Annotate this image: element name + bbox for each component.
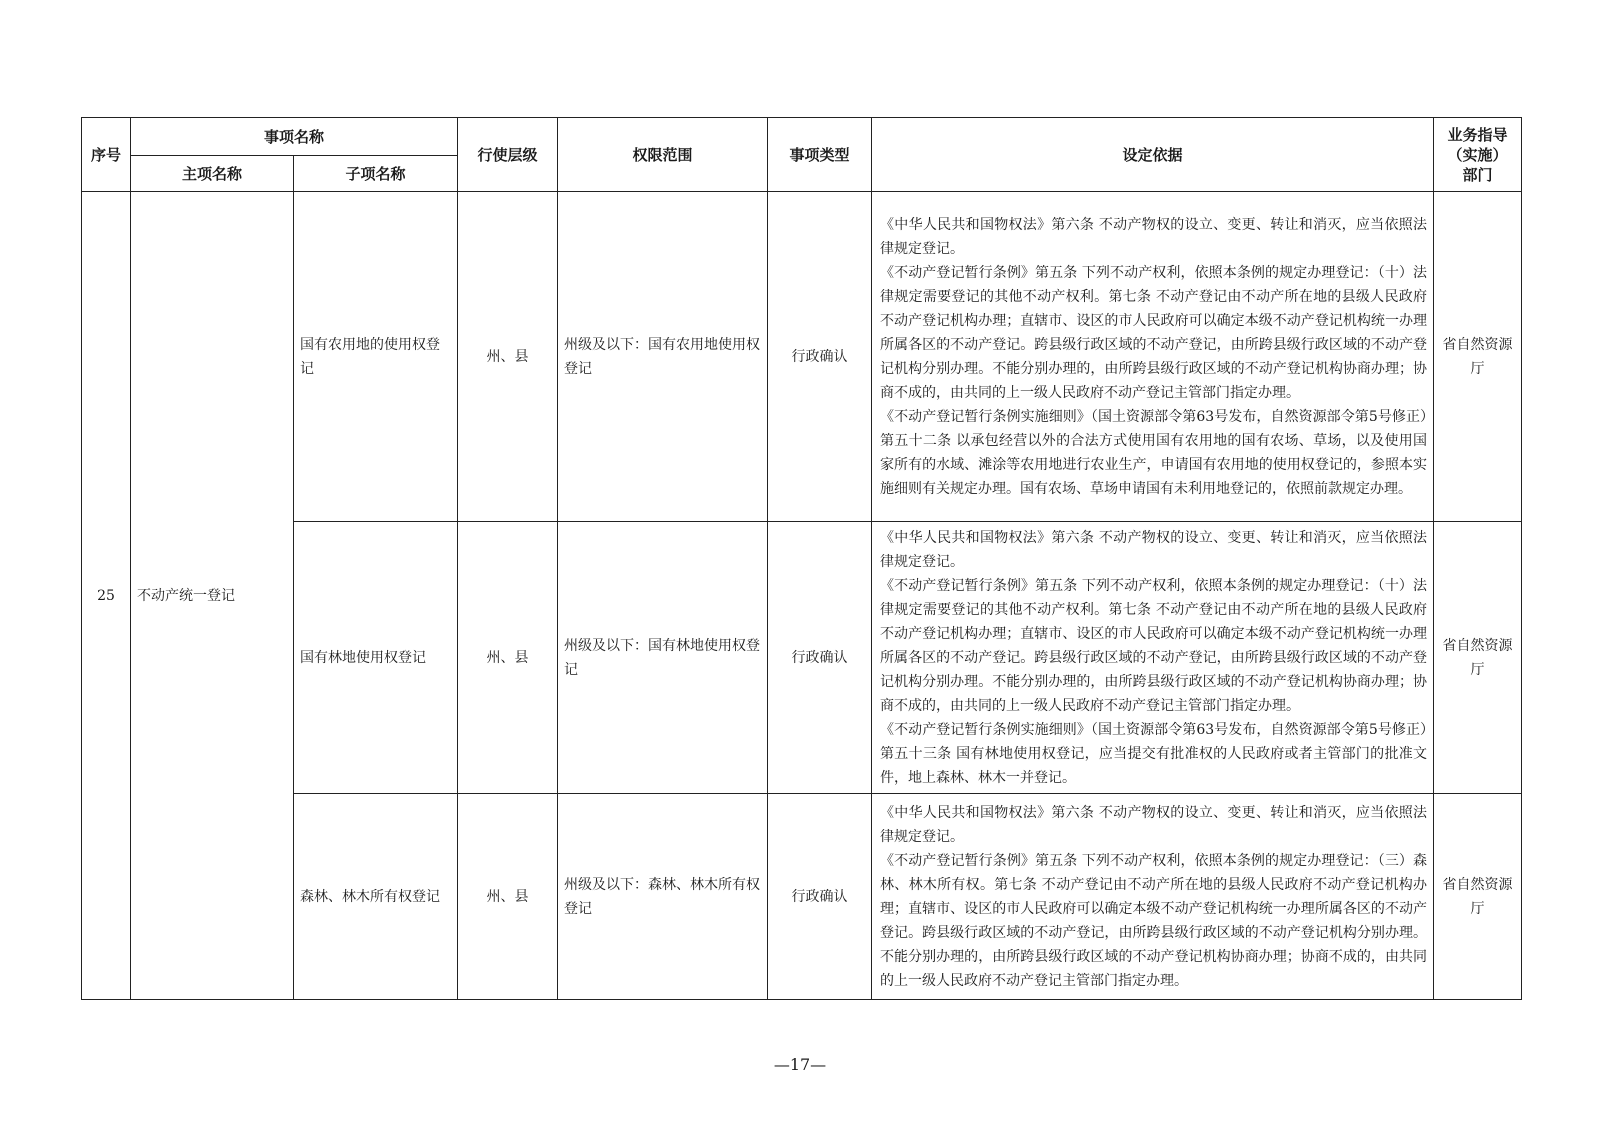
basis-cell [872, 794, 1434, 1000]
level-cell: 州、县 [458, 522, 558, 794]
basis-cell [872, 192, 1434, 522]
header-level: 行使层级 [458, 118, 558, 192]
basis-paragraph: 《不动产登记暂行条例》第五条 下列不动产权利，依照本条例的规定办理登记：（十）法律规定需要登记的其他不动产权利。第七条 不动产登记由不动产所在地的县级人民政府不动产登记机构办理；直辖市、设区的市人民政府可以确定本级不动产登记机构统一办理所属各区的不动产登记。跨县级行政区域的不动产登记，由所跨县级行政区域的不动产登记机构分别办理。不能分别办理的，由所跨县级行政区域的不动产登记机构协商办理；协商不成的，由共同的上一级人民政府不动产登记主管部门指定办理。 [880, 264, 1428, 401]
header-scope: 权限范围 [558, 118, 768, 192]
seq-cell: 25 [82, 192, 131, 1000]
dept-cell: 省自然资源厅 [1434, 192, 1522, 522]
scope-cell: 州级及以下：森林、林木所有权登记 [558, 794, 768, 1000]
page-number: —17— [773, 1055, 827, 1074]
table-row [82, 522, 1522, 794]
table-row [82, 794, 1522, 1000]
dept-cell: 省自然资源厅 [1434, 522, 1522, 794]
header-dept: 业务指导（实施）部门 [1434, 118, 1522, 192]
type-cell: 行政确认 [768, 192, 872, 522]
basis-paragraph: 《中华人民共和国物权法》第六条 不动产物权的设立、变更、转让和消灭，应当依照法律规定登记。 [880, 804, 1428, 845]
basis-paragraph: 《不动产登记暂行条例》第五条 下列不动产权利，依照本条例的规定办理登记：（三）森林、林木所有权。第七条 不动产登记由不动产所在地的县级人民政府不动产登记机构办理；直辖市、设区的市人民政府可以确定本级不动产登记机构统一办理所属各区的不动产登记。跨县级行政区域的不动产登记，由所跨县级行政区域的不动产登记机构分别办理。不能分别办理的，由所跨县级行政区域的不动产登记机构协商办理；协商不成的，由共同的上一级人民政府不动产登记主管部门指定办理。 [880, 852, 1428, 989]
sub-name-cell: 国有林地使用权登记 [294, 522, 458, 794]
table-row [82, 192, 1522, 522]
type-cell: 行政确认 [768, 794, 872, 1000]
basis-cell [872, 522, 1434, 794]
level-cell: 州、县 [458, 794, 558, 1000]
header-main-name: 主项名称 [131, 156, 294, 192]
basis-paragraph: 《中华人民共和国物权法》第六条 不动产物权的设立、变更、转让和消灭，应当依照法律规定登记。 [880, 529, 1428, 570]
main-name-cell: 不动产统一登记 [131, 192, 294, 1000]
type-cell: 行政确认 [768, 522, 872, 794]
scope-cell: 州级及以下：国有林地使用权登记 [558, 522, 768, 794]
header-type: 事项类型 [768, 118, 872, 192]
header-basis: 设定依据 [872, 118, 1434, 192]
dept-cell: 省自然资源厅 [1434, 794, 1522, 1000]
basis-paragraph: 《不动产登记暂行条例》第五条 下列不动产权利，依照本条例的规定办理登记：（十）法律规定需要登记的其他不动产权利。第七条 不动产登记由不动产所在地的县级人民政府不动产登记机构办理；直辖市、设区的市人民政府可以确定本级不动产登记机构统一办理所属各区的不动产登记。跨县级行政区域的不动产登记，由所跨县级行政区域的不动产登记机构分别办理。不能分别办理的，由所跨县级行政区域的不动产登记机构协商办理；协商不成的，由共同的上一级人民政府不动产登记主管部门指定办理。 [880, 577, 1428, 714]
sub-name-cell: 森林、林木所有权登记 [294, 794, 458, 1000]
scope-cell: 州级及以下：国有农用地使用权登记 [558, 192, 768, 522]
header-seq: 序号 [82, 118, 131, 192]
basis-paragraph: 《不动产登记暂行条例实施细则》（国土资源部令第63号发布，自然资源部令第5号修正）第五十二条 以承包经营以外的合法方式使用国有农用地的国有农场、草场，以及使用国家所有的水域、滩涂等农用地进行农业生产，申请国有农用地的使用权登记的，参照本实施细则有关规定办理。国有农场、草场申请国有未利用地登记的，依照前款规定办理。 [880, 408, 1428, 497]
header-sub-name: 子项名称 [294, 156, 458, 192]
basis-paragraph: 《中华人民共和国物权法》第六条 不动产物权的设立、变更、转让和消灭，应当依照法律规定登记。 [880, 216, 1428, 257]
sub-name-cell: 国有农用地的使用权登记 [294, 192, 458, 522]
basis-paragraph: 《不动产登记暂行条例实施细则》（国土资源部令第63号发布，自然资源部令第5号修正）第五十三条 国有林地使用权登记，应当提交有批准权的人民政府或者主管部门的批准文件，地上森林、林木一并登记。 [880, 721, 1428, 786]
authority-table [81, 117, 1522, 1000]
header-item-name: 事项名称 [131, 118, 458, 156]
level-cell: 州、县 [458, 192, 558, 522]
